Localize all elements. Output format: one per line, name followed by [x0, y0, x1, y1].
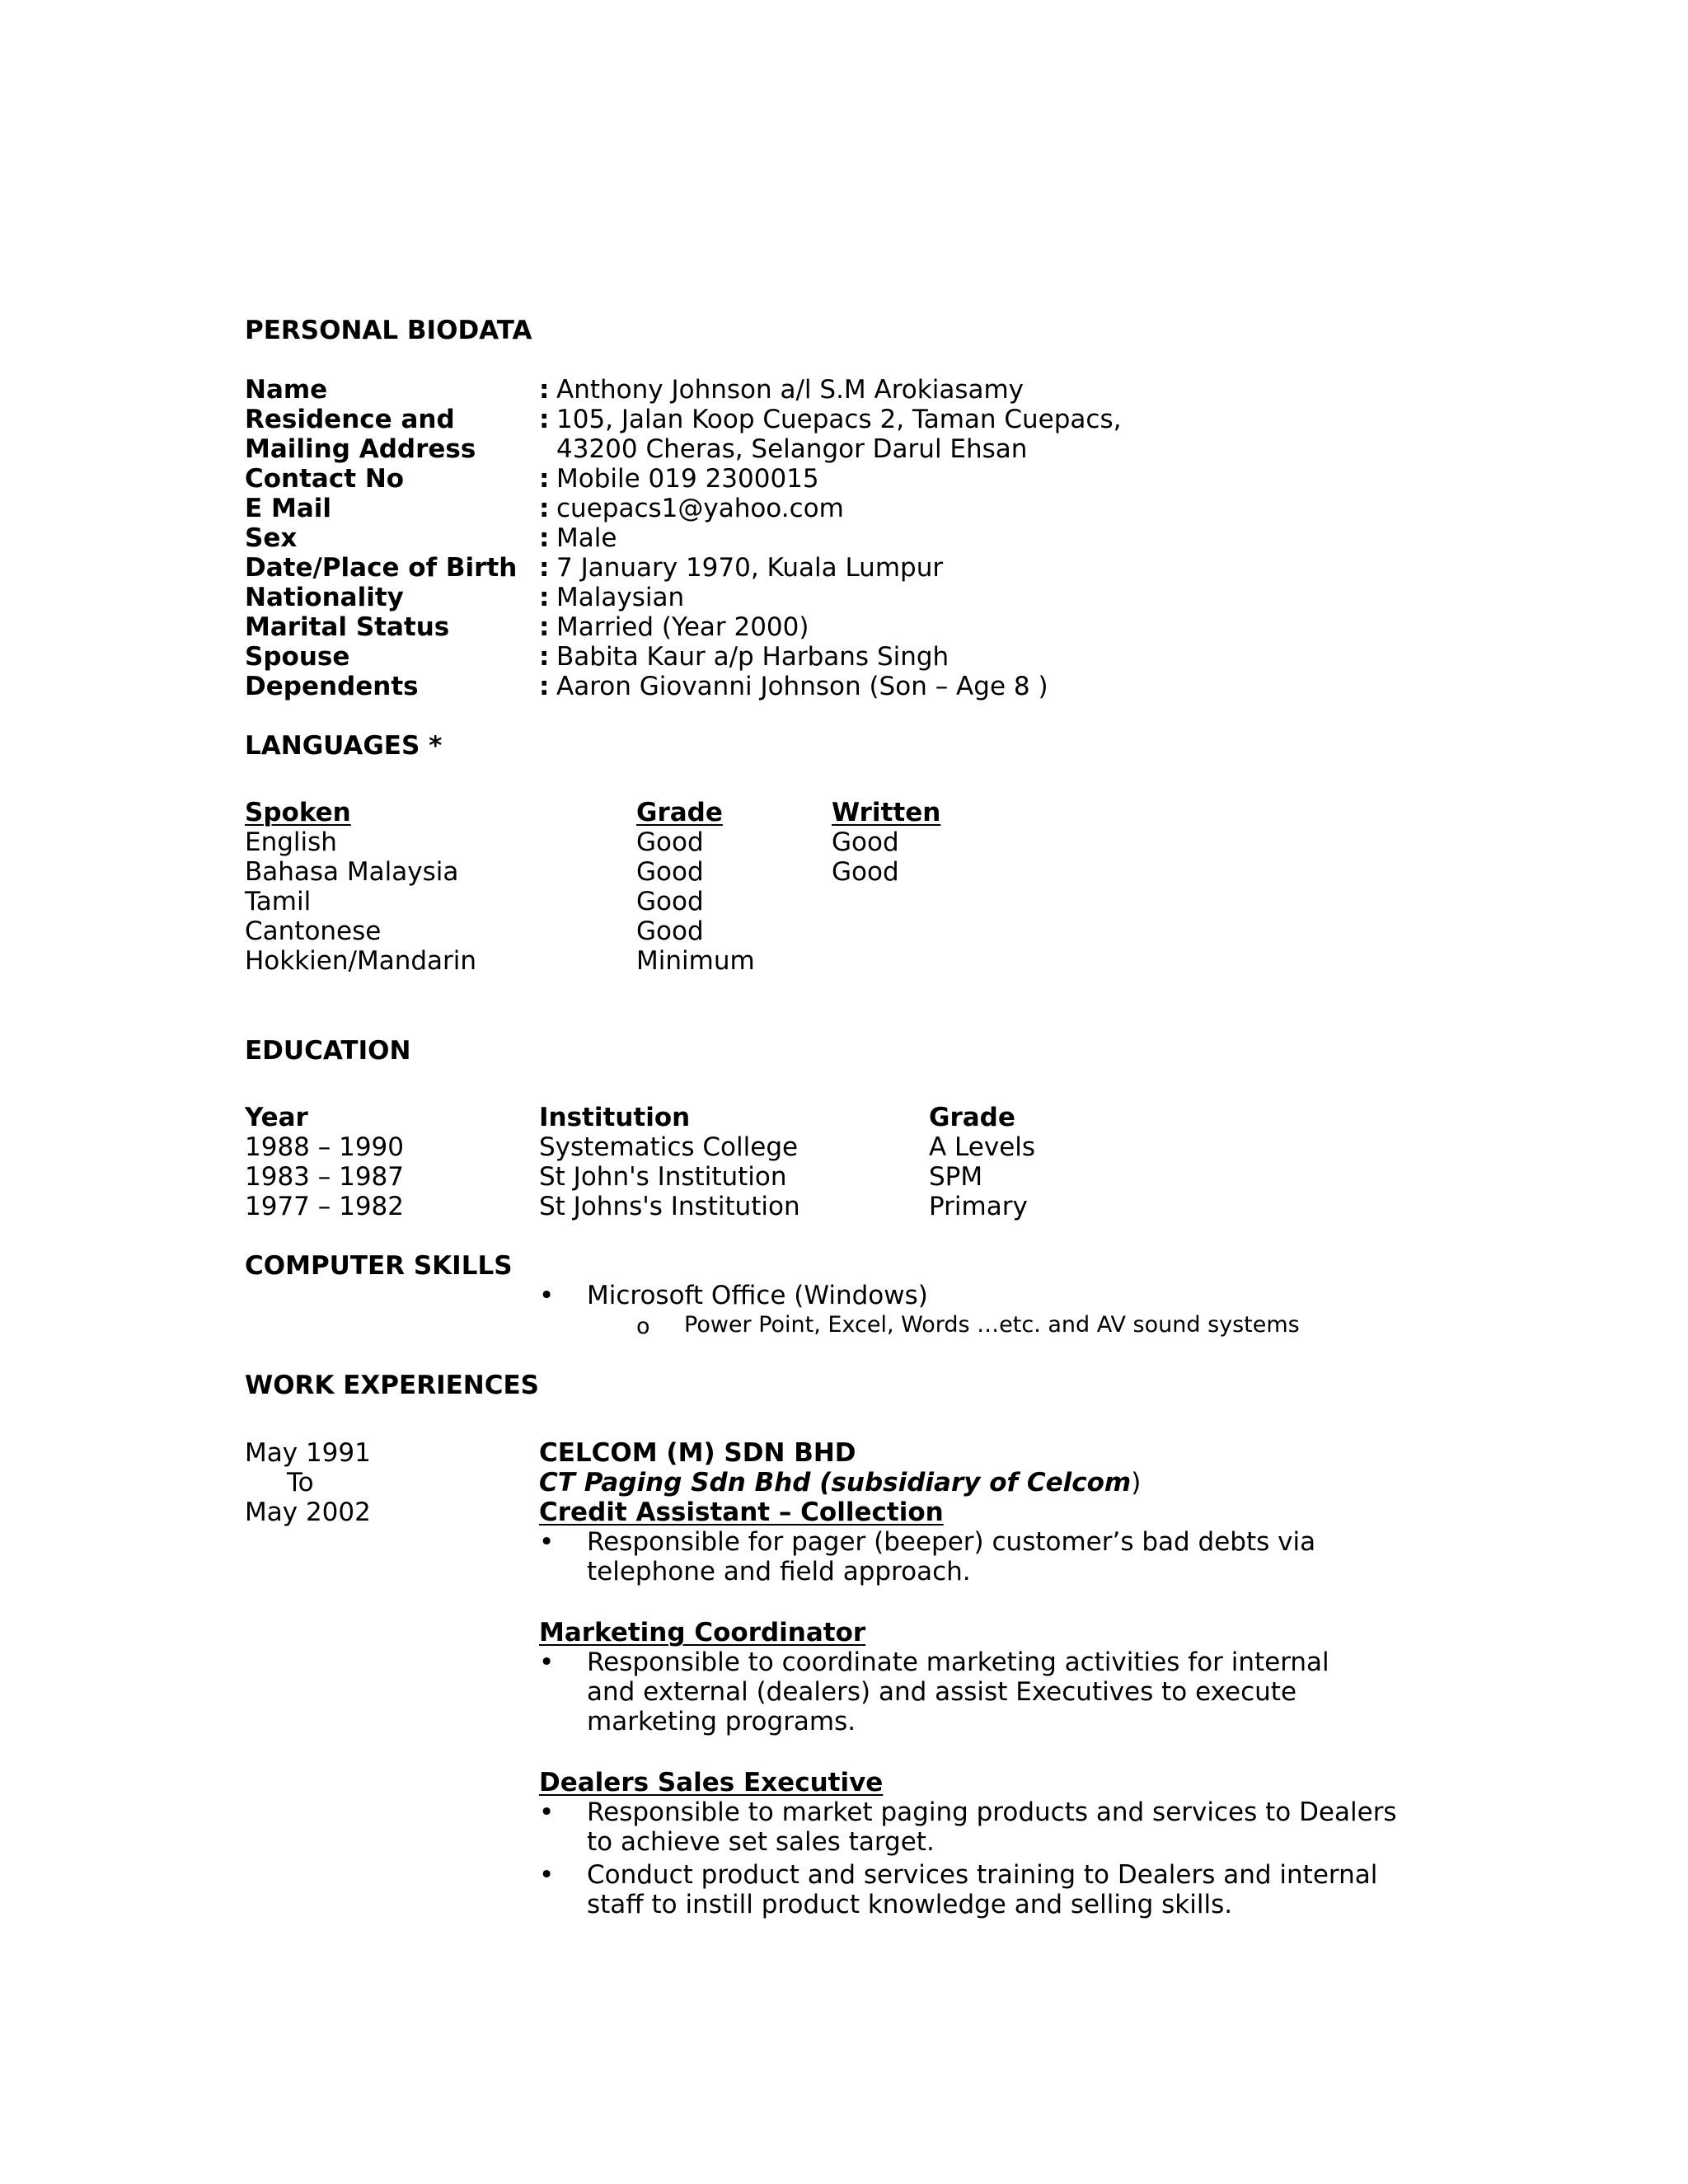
- language-spoken: Cantonese: [245, 916, 382, 946]
- field-separator: :: [539, 583, 550, 612]
- field-label-sex: Sex: [245, 523, 298, 553]
- field-label-nationality: Nationality: [245, 583, 404, 612]
- field-value-name: Anthony Johnson a/l S.M Arokiasamy: [556, 375, 1025, 405]
- education-grade: Primary: [929, 1192, 1028, 1221]
- field-value-residence: 105, Jalan Koop Cuepacs 2, Taman Cuepacs,: [556, 405, 1122, 434]
- language-written: Good: [832, 827, 899, 857]
- work-period-end: May 2002: [245, 1497, 371, 1527]
- field-separator: :: [539, 553, 550, 583]
- field-separator: :: [539, 464, 550, 494]
- field-value-spouse: Babita Kaur a/p Harbans Singh: [556, 642, 950, 672]
- field-label-mailing-address: Mailing Address: [245, 434, 476, 464]
- bullet-icon: •: [539, 1647, 555, 1677]
- company-name: CELCOM (M) SDN BHD: [539, 1438, 856, 1468]
- field-label-dependents: Dependents: [245, 672, 419, 701]
- field-separator: :: [539, 642, 550, 672]
- languages-header-grade: Grade: [636, 798, 723, 827]
- languages-heading: LANGUAGES *: [245, 731, 443, 761]
- field-label-birth: Date/Place of Birth: [245, 553, 518, 583]
- sub-bullet-icon: o: [636, 1314, 650, 1339]
- personal-biodata-heading: PERSONAL BIODATA: [245, 316, 532, 345]
- field-separator: :: [539, 405, 550, 434]
- language-written: Good: [832, 857, 899, 887]
- field-value-dependents: Aaron Giovanni Johnson (Son – Age 8 ): [556, 672, 1048, 701]
- field-value-sex: Male: [556, 523, 617, 553]
- field-separator: :: [539, 612, 550, 642]
- role-duty: Responsible for pager (beeper) customer’s bad debts via telephone and field approach.: [587, 1527, 1316, 1586]
- education-institution: Systematics College: [539, 1132, 799, 1162]
- role-duty: Conduct product and services training to Dealers and internal staff to instill product knowledge and selling skills.: [587, 1860, 1378, 1919]
- field-label-marital-status: Marital Status: [245, 612, 450, 642]
- languages-header-written: Written: [832, 798, 941, 827]
- field-value-mailing-address: 43200 Cheras, Selangor Darul Ehsan: [556, 434, 1028, 464]
- role-title: Credit Assistant – Collection: [539, 1497, 944, 1527]
- education-institution: St John's Institution: [539, 1162, 787, 1192]
- language-spoken: Hokkien/Mandarin: [245, 946, 477, 976]
- field-label-residence: Residence and: [245, 405, 455, 434]
- subsidiary-name: CT Paging Sdn Bhd (subsidiary of Celcom: [539, 1468, 1132, 1497]
- language-spoken: Tamil: [245, 887, 312, 916]
- language-spoken: English: [245, 827, 337, 857]
- field-separator: :: [539, 672, 550, 701]
- language-grade: Good: [636, 887, 704, 916]
- computer-skills-heading: COMPUTER SKILLS: [245, 1251, 513, 1281]
- education-grade: SPM: [929, 1162, 983, 1192]
- languages-header-spoken: Spoken: [245, 798, 351, 827]
- role-duty: Responsible to market paging products and services to Dealers to achieve set sales target.: [587, 1797, 1397, 1857]
- role-title: Marketing Coordinator: [539, 1618, 866, 1647]
- field-label-contact: Contact No: [245, 464, 405, 494]
- field-label-spouse: Spouse: [245, 642, 350, 672]
- education-institution: St Johns's Institution: [539, 1192, 800, 1221]
- work-period-to: To: [287, 1468, 314, 1497]
- subsidiary-line: [539, 1468, 1141, 1497]
- education-grade: A Levels: [929, 1132, 1036, 1162]
- education-header-year: Year: [245, 1103, 308, 1132]
- work-period-from: May 1991: [245, 1438, 371, 1468]
- work-experiences-heading: WORK EXPERIENCES: [245, 1371, 539, 1400]
- language-grade: Good: [636, 827, 704, 857]
- bullet-icon: •: [539, 1527, 555, 1557]
- language-grade: Good: [636, 857, 704, 887]
- field-value-email: cuepacs1@yahoo.com: [556, 494, 844, 523]
- education-header-grade: Grade: [929, 1103, 1015, 1132]
- role-title: Dealers Sales Executive: [539, 1768, 884, 1797]
- education-year: 1983 – 1987: [245, 1162, 404, 1192]
- education-year: 1988 – 1990: [245, 1132, 404, 1162]
- education-year: 1977 – 1982: [245, 1192, 404, 1221]
- computer-skill-item: Microsoft Office (Windows): [587, 1281, 928, 1310]
- bullet-icon: •: [539, 1860, 555, 1890]
- field-value-birth: 7 January 1970, Kuala Lumpur: [556, 553, 944, 583]
- language-spoken: Bahasa Malaysia: [245, 857, 459, 887]
- bullet-icon: •: [539, 1797, 555, 1827]
- subsidiary-close: ): [1131, 1468, 1142, 1497]
- education-heading: EDUCATION: [245, 1036, 411, 1066]
- language-grade: Good: [636, 916, 704, 946]
- role-duty: Responsible to coordinate marketing activities for internal and external (dealers) and assist Executives to execute marketing programs.: [587, 1647, 1329, 1736]
- bullet-icon: •: [539, 1281, 555, 1310]
- language-grade: Minimum: [636, 946, 755, 976]
- field-value-marital-status: Married (Year 2000): [556, 612, 809, 642]
- education-header-institution: Institution: [539, 1103, 691, 1132]
- field-label-email: E Mail: [245, 494, 331, 523]
- field-value-nationality: Malaysian: [556, 583, 685, 612]
- field-value-contact: Mobile 019 2300015: [556, 464, 819, 494]
- field-separator: :: [539, 523, 550, 553]
- field-separator: :: [539, 494, 550, 523]
- field-label-name: Name: [245, 375, 328, 405]
- field-separator: :: [539, 375, 550, 405]
- computer-skill-sub-item: Power Point, Excel, Words …etc. and AV sound systems: [684, 1312, 1300, 1338]
